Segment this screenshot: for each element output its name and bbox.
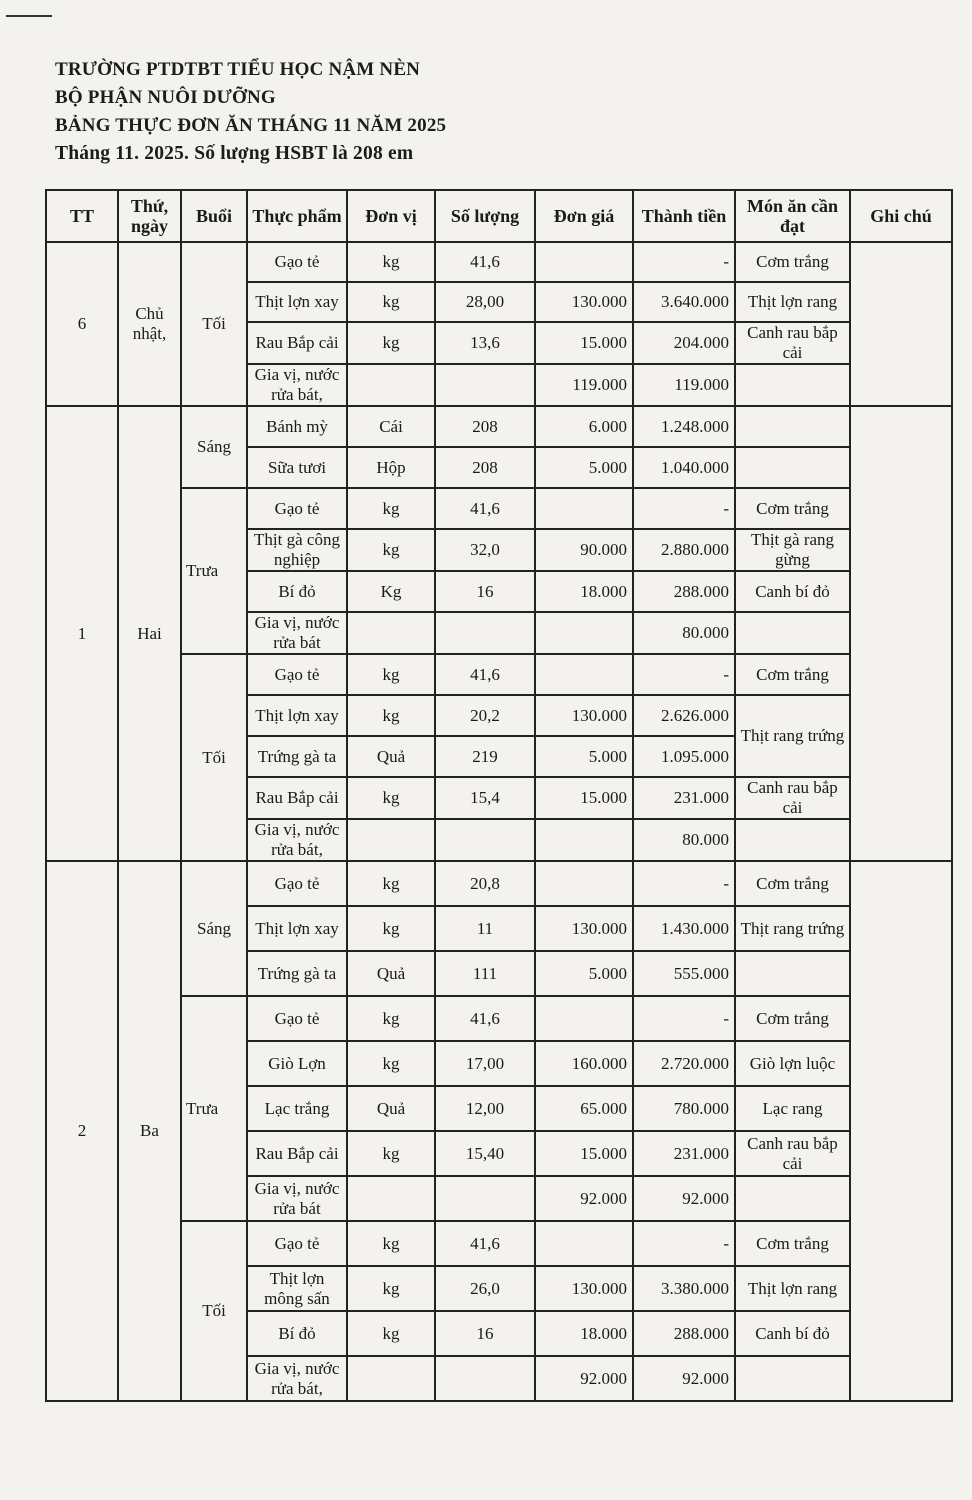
price-cell: [535, 819, 633, 861]
food-cell: Gạo tẻ: [247, 654, 347, 695]
price-cell: 15.000: [535, 322, 633, 364]
total-cell: 3.380.000: [633, 1266, 735, 1311]
dish-cell: Canh bí đỏ: [735, 1311, 850, 1356]
session-name: Tối: [181, 654, 247, 861]
total-cell: 119.000: [633, 364, 735, 406]
food-cell: Bánh mỳ: [247, 406, 347, 447]
dish-cell: Cơm trắng: [735, 488, 850, 529]
dish-cell: Thịt rang trứng: [735, 695, 850, 777]
unit-cell: kg: [347, 488, 435, 529]
unit-cell: kg: [347, 906, 435, 951]
dish-cell: Thịt lợn rang: [735, 1266, 850, 1311]
food-cell: Bí đỏ: [247, 571, 347, 612]
dish-cell: Cơm trắng: [735, 242, 850, 282]
qty-cell: 15,4: [435, 777, 535, 819]
unit-cell: kg: [347, 695, 435, 736]
unit-cell: kg: [347, 1266, 435, 1311]
unit-cell: kg: [347, 1131, 435, 1176]
session-name: Trưa: [181, 996, 247, 1221]
price-cell: [535, 996, 633, 1041]
menu-table: [45, 189, 953, 1402]
col-header-note: Ghi chú: [850, 190, 952, 242]
price-cell: 130.000: [535, 1266, 633, 1311]
table-row: [46, 654, 952, 695]
food-cell: Trứng gà ta: [247, 951, 347, 996]
food-cell: Rau Bắp cải: [247, 1131, 347, 1176]
food-cell: Rau Bắp cải: [247, 322, 347, 364]
food-cell: Gạo tẻ: [247, 1221, 347, 1266]
unit-cell: [347, 612, 435, 654]
table-row: [46, 488, 952, 529]
dish-cell: Cơm trắng: [735, 654, 850, 695]
price-cell: 18.000: [535, 1311, 633, 1356]
dish-cell: Cơm trắng: [735, 1221, 850, 1266]
table-row: [46, 406, 952, 447]
unit-cell: kg: [347, 1311, 435, 1356]
food-cell: Gạo tẻ: [247, 242, 347, 282]
qty-cell: [435, 1176, 535, 1221]
unit-cell: [347, 1356, 435, 1401]
total-cell: 288.000: [633, 1311, 735, 1356]
total-cell: -: [633, 1221, 735, 1266]
unit-cell: kg: [347, 242, 435, 282]
qty-cell: 32,0: [435, 529, 535, 571]
qty-cell: [435, 819, 535, 861]
dish-cell: Thịt rang trứng: [735, 906, 850, 951]
food-cell: Gạo tẻ: [247, 861, 347, 906]
dish-cell: [735, 951, 850, 996]
day-number: 2: [46, 861, 118, 1401]
total-cell: 92.000: [633, 1176, 735, 1221]
document-header: [55, 56, 446, 168]
unit-cell: Cái: [347, 406, 435, 447]
total-cell: 780.000: [633, 1086, 735, 1131]
dish-cell: [735, 447, 850, 488]
qty-cell: 28,00: [435, 282, 535, 322]
table-header-row: [46, 190, 952, 242]
food-cell: Thịt lợn mông sấn: [247, 1266, 347, 1311]
food-cell: Gia vị, nước rửa bát,: [247, 364, 347, 406]
price-cell: 92.000: [535, 1356, 633, 1401]
qty-cell: 20,8: [435, 861, 535, 906]
food-cell: Gia vị, nước rửa bát,: [247, 819, 347, 861]
unit-cell: Quả: [347, 736, 435, 777]
total-cell: 2.720.000: [633, 1041, 735, 1086]
dish-cell: Thịt lợn rang: [735, 282, 850, 322]
food-cell: Gạo tẻ: [247, 488, 347, 529]
price-cell: 5.000: [535, 447, 633, 488]
food-cell: Bí đỏ: [247, 1311, 347, 1356]
table-row: [46, 996, 952, 1041]
dish-cell: Lạc rang: [735, 1086, 850, 1131]
qty-cell: 26,0: [435, 1266, 535, 1311]
price-cell: 90.000: [535, 529, 633, 571]
food-cell: Thịt lợn xay: [247, 282, 347, 322]
food-cell: Lạc trắng: [247, 1086, 347, 1131]
note-cell: [850, 242, 952, 406]
col-header-food: Thực phẩm: [247, 190, 347, 242]
day-name: Chủ nhật,: [118, 242, 181, 406]
price-cell: [535, 242, 633, 282]
qty-cell: 11: [435, 906, 535, 951]
day-number: 6: [46, 242, 118, 406]
unit-cell: Kg: [347, 571, 435, 612]
price-cell: 92.000: [535, 1176, 633, 1221]
total-cell: 92.000: [633, 1356, 735, 1401]
session-name: Sáng: [181, 406, 247, 488]
total-cell: -: [633, 488, 735, 529]
session-name: Tối: [181, 242, 247, 406]
dish-cell: Canh rau bắp cải: [735, 322, 850, 364]
qty-cell: 17,00: [435, 1041, 535, 1086]
unit-cell: kg: [347, 1221, 435, 1266]
food-cell: Gạo tẻ: [247, 996, 347, 1041]
dish-cell: Thịt gà rang gừng: [735, 529, 850, 571]
price-cell: 18.000: [535, 571, 633, 612]
qty-cell: 13,6: [435, 322, 535, 364]
food-cell: Sữa tươi: [247, 447, 347, 488]
note-cell: [850, 406, 952, 861]
total-cell: 80.000: [633, 612, 735, 654]
col-header-unit-price: Đơn giá: [535, 190, 633, 242]
qty-cell: [435, 1356, 535, 1401]
unit-cell: kg: [347, 654, 435, 695]
qty-cell: 15,40: [435, 1131, 535, 1176]
food-cell: Rau Bắp cải: [247, 777, 347, 819]
food-cell: Giò Lợn: [247, 1041, 347, 1086]
unit-cell: [347, 364, 435, 406]
dish-cell: Canh bí đỏ: [735, 571, 850, 612]
price-cell: [535, 612, 633, 654]
food-cell: Thịt lợn xay: [247, 695, 347, 736]
total-cell: 1.095.000: [633, 736, 735, 777]
dish-cell: Canh rau bắp cải: [735, 777, 850, 819]
food-cell: Gia vị, nước rửa bát,: [247, 1356, 347, 1401]
qty-cell: 111: [435, 951, 535, 996]
table-row: [46, 242, 952, 282]
session-name: Sáng: [181, 861, 247, 996]
qty-cell: 41,6: [435, 996, 535, 1041]
dish-cell: [735, 364, 850, 406]
price-cell: 160.000: [535, 1041, 633, 1086]
food-cell: Thịt lợn xay: [247, 906, 347, 951]
qty-cell: 41,6: [435, 1221, 535, 1266]
total-cell: -: [633, 654, 735, 695]
food-cell: Trứng gà ta: [247, 736, 347, 777]
table-row: [46, 861, 952, 906]
note-cell: [850, 861, 952, 1401]
price-cell: 119.000: [535, 364, 633, 406]
unit-cell: kg: [347, 529, 435, 571]
price-cell: [535, 488, 633, 529]
unit-cell: kg: [347, 996, 435, 1041]
qty-cell: 41,6: [435, 242, 535, 282]
top-rule-mark: [6, 15, 52, 17]
total-cell: -: [633, 996, 735, 1041]
department-name: BỘ PHẬN NUÔI DƯỠNG: [55, 87, 276, 108]
food-cell: Thịt gà công nghiệp: [247, 529, 347, 571]
price-cell: 6.000: [535, 406, 633, 447]
unit-cell: kg: [347, 1041, 435, 1086]
qty-cell: 16: [435, 571, 535, 612]
col-header-quantity: Số lượng: [435, 190, 535, 242]
unit-cell: kg: [347, 777, 435, 819]
price-cell: 15.000: [535, 1131, 633, 1176]
dish-cell: [735, 819, 850, 861]
total-cell: 3.640.000: [633, 282, 735, 322]
food-cell: Gia vị, nước rửa bát: [247, 1176, 347, 1221]
day-name: Ba: [118, 861, 181, 1401]
unit-cell: [347, 819, 435, 861]
qty-cell: 41,6: [435, 654, 535, 695]
document-subtitle: Tháng 11. 2025. Số lượng HSBT là 208 em: [55, 143, 414, 164]
qty-cell: [435, 612, 535, 654]
unit-cell: Hộp: [347, 447, 435, 488]
total-cell: 204.000: [633, 322, 735, 364]
total-cell: 555.000: [633, 951, 735, 996]
price-cell: [535, 861, 633, 906]
col-header-dish: Món ăn cần đạt: [735, 190, 850, 242]
dish-cell: [735, 406, 850, 447]
school-name: TRƯỜNG PTDTBT TIỂU HỌC NẬM NÈN: [55, 59, 421, 80]
table-row: [46, 1221, 952, 1266]
total-cell: 80.000: [633, 819, 735, 861]
qty-cell: 219: [435, 736, 535, 777]
unit-cell: kg: [347, 861, 435, 906]
col-header-day: Thứ, ngày: [118, 190, 181, 242]
day-number: 1: [46, 406, 118, 861]
qty-cell: [435, 364, 535, 406]
unit-cell: [347, 1176, 435, 1221]
total-cell: 1.040.000: [633, 447, 735, 488]
unit-cell: kg: [347, 282, 435, 322]
price-cell: [535, 1221, 633, 1266]
session-name: Trưa: [181, 488, 247, 654]
dish-cell: [735, 1176, 850, 1221]
qty-cell: 12,00: [435, 1086, 535, 1131]
total-cell: -: [633, 242, 735, 282]
dish-cell: Canh rau bắp cải: [735, 1131, 850, 1176]
dish-cell: [735, 612, 850, 654]
price-cell: [535, 654, 633, 695]
price-cell: 15.000: [535, 777, 633, 819]
qty-cell: 208: [435, 406, 535, 447]
dish-cell: [735, 1356, 850, 1401]
total-cell: 288.000: [633, 571, 735, 612]
price-cell: 65.000: [535, 1086, 633, 1131]
col-header-tt: TT: [46, 190, 118, 242]
dish-cell: Cơm trắng: [735, 996, 850, 1041]
col-header-unit: Đơn vị: [347, 190, 435, 242]
unit-cell: Quả: [347, 1086, 435, 1131]
total-cell: 231.000: [633, 777, 735, 819]
col-header-total: Thành tiền: [633, 190, 735, 242]
price-cell: 5.000: [535, 736, 633, 777]
price-cell: 130.000: [535, 282, 633, 322]
qty-cell: 20,2: [435, 695, 535, 736]
total-cell: 1.430.000: [633, 906, 735, 951]
dish-cell: Cơm trắng: [735, 861, 850, 906]
price-cell: 5.000: [535, 951, 633, 996]
food-cell: Gia vị, nước rửa bát: [247, 612, 347, 654]
total-cell: 2.880.000: [633, 529, 735, 571]
qty-cell: 208: [435, 447, 535, 488]
unit-cell: kg: [347, 322, 435, 364]
session-name: Tối: [181, 1221, 247, 1401]
col-header-session: Buổi: [181, 190, 247, 242]
unit-cell: Quả: [347, 951, 435, 996]
price-cell: 130.000: [535, 695, 633, 736]
qty-cell: 41,6: [435, 488, 535, 529]
price-cell: 130.000: [535, 906, 633, 951]
total-cell: 2.626.000: [633, 695, 735, 736]
qty-cell: 16: [435, 1311, 535, 1356]
day-name: Hai: [118, 406, 181, 861]
total-cell: -: [633, 861, 735, 906]
dish-cell: Giò lợn luộc: [735, 1041, 850, 1086]
document-title: BẢNG THỰC ĐƠN ĂN THÁNG 11 NĂM 2025: [55, 115, 447, 136]
total-cell: 231.000: [633, 1131, 735, 1176]
total-cell: 1.248.000: [633, 406, 735, 447]
